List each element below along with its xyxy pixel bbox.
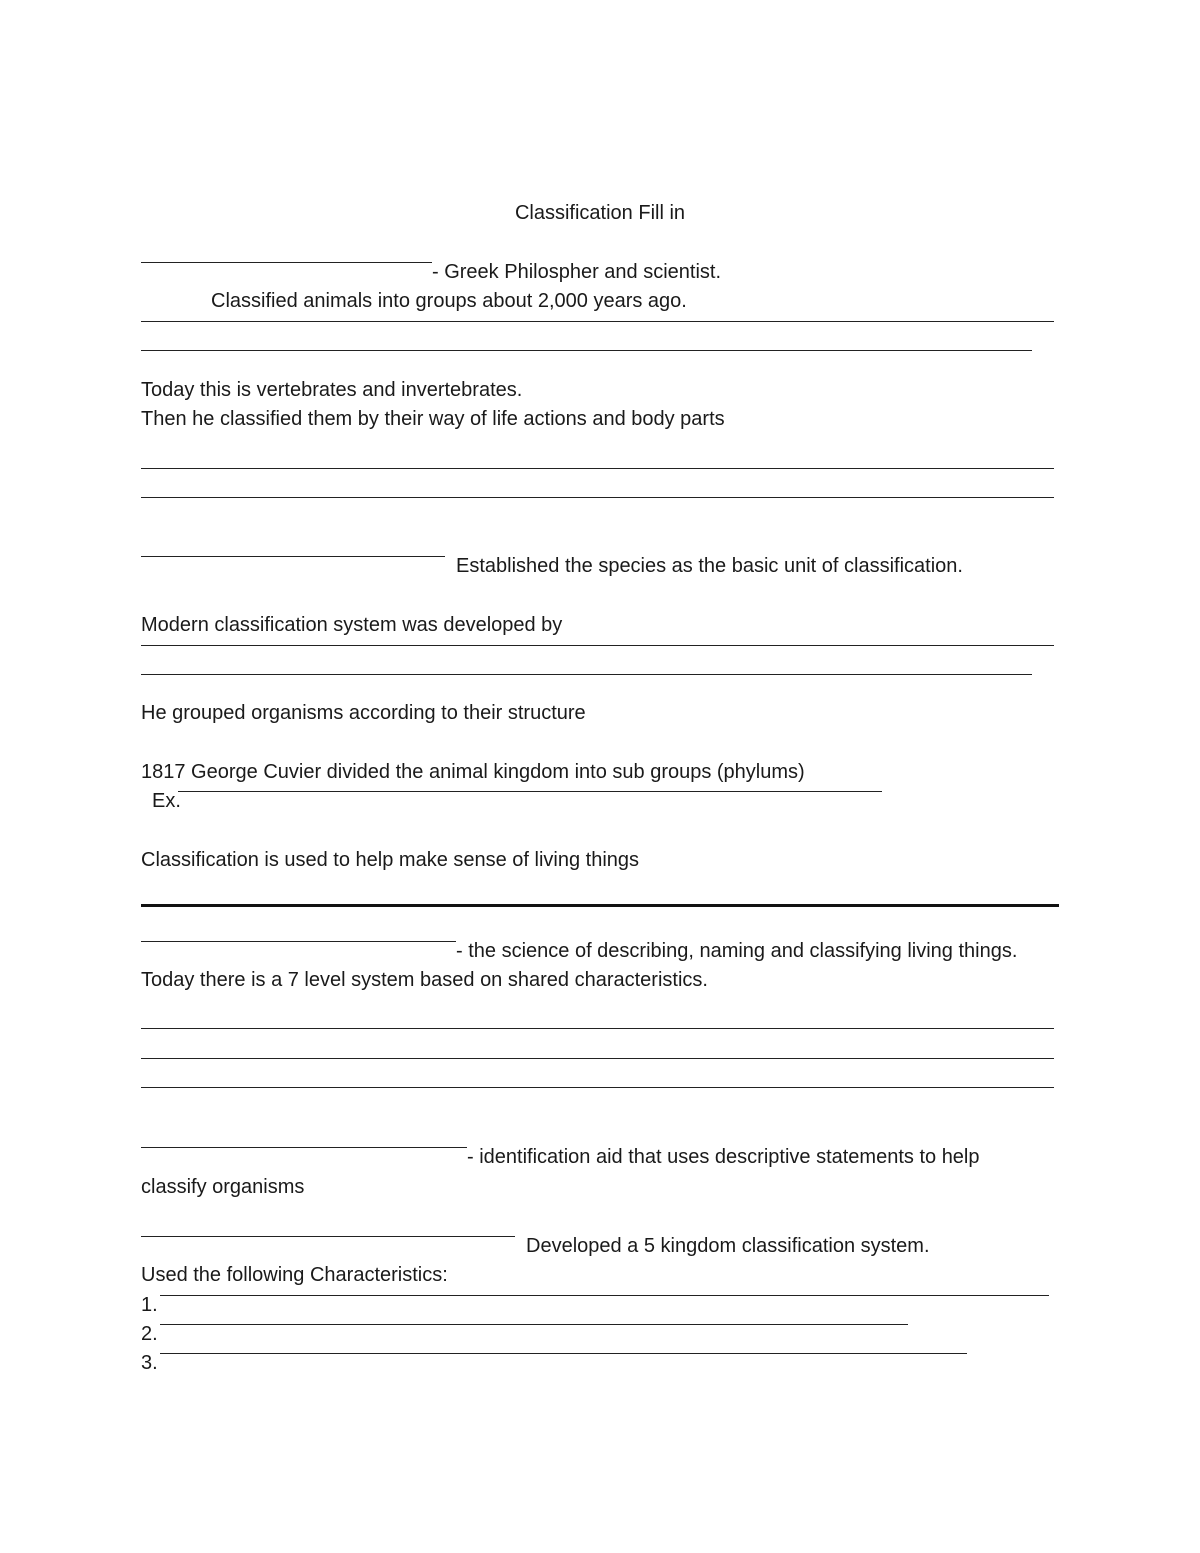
answer-blank-line[interactable] (141, 321, 1054, 322)
answer-blank-key[interactable] (141, 1147, 467, 1148)
answer-blank-philosopher[interactable] (141, 262, 432, 263)
characteristics-label: Used the following Characteristics: (141, 1264, 448, 1286)
answer-blank-characteristic-2[interactable] (160, 1324, 908, 1325)
answer-blank-line[interactable] (141, 674, 1032, 675)
structure-note: He grouped organisms according to their structure (141, 702, 586, 724)
classification-purpose: Classification is used to help make sense of living things (141, 849, 640, 871)
answer-blank-line[interactable] (141, 350, 1032, 351)
philosopher-description: - Greek Philospher and scientist. (432, 261, 722, 283)
seven-level-note: Today there is a 7 level system based on shared characteristics. (141, 969, 708, 991)
answer-blank-characteristic-3[interactable] (160, 1353, 967, 1354)
section-divider (141, 904, 1059, 907)
answer-blank-line[interactable] (141, 1087, 1054, 1088)
example-label: Ex. (152, 790, 181, 812)
answer-blank-line[interactable] (141, 468, 1054, 469)
answer-blank-species[interactable] (141, 556, 445, 557)
list-number: 3. (141, 1352, 158, 1374)
answer-blank-line[interactable] (141, 1058, 1054, 1059)
answer-blank-line[interactable] (141, 645, 1054, 646)
answer-blank-kingdom-system[interactable] (141, 1236, 515, 1237)
modern-classification-prompt: Modern classification system was developed by (141, 614, 563, 636)
answer-blank-example[interactable] (178, 791, 882, 792)
species-description: Established the species as the basic unit of classification. (456, 555, 963, 577)
philosopher-detail: Classified animals into groups about 2,000 years ago. (211, 290, 687, 312)
vertebrates-note: Today this is vertebrates and invertebrates. (141, 379, 523, 401)
list-number: 2. (141, 1323, 158, 1345)
answer-blank-taxonomy[interactable] (141, 941, 456, 942)
cuvier-note: 1817 George Cuvier divided the animal kingdom into sub groups (phylums) (141, 761, 805, 783)
taxonomy-description: - the science of describing, naming and classifying living things. (456, 940, 1018, 962)
answer-blank-line[interactable] (141, 497, 1054, 498)
kingdom-system-description: Developed a 5 kingdom classification system. (526, 1235, 930, 1257)
answer-blank-characteristic-1[interactable] (160, 1295, 1049, 1296)
answer-blank-line[interactable] (141, 1028, 1054, 1029)
classified-note: Then he classified them by their way of life actions and body parts (141, 408, 725, 430)
key-description: - identification aid that uses descriptive statements to help (467, 1146, 980, 1168)
page-title: Classification Fill in (514, 202, 686, 224)
key-description-continued: classify organisms (141, 1176, 305, 1198)
list-number: 1. (141, 1294, 158, 1316)
